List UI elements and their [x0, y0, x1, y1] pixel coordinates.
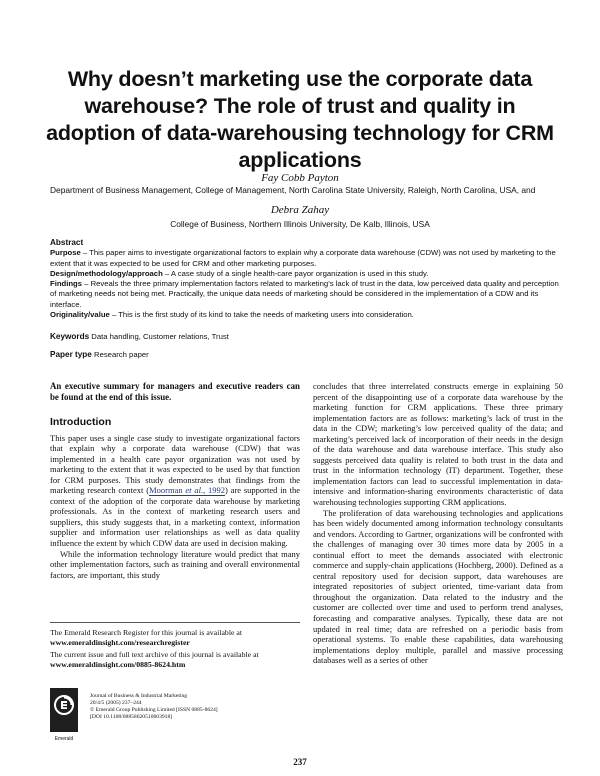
- intro-paragraph-1-start: This paper uses a single case study to investigate organizational factors that explain why a corporate data warehouse (CDW) that was implemented in a health care payor organization was not used by marketing to the extent that it was expected to be used by that function for CRM purposes. This study demonstrates that findings from the marketing research context (: [50, 432, 300, 496]
- design-label: Design/methodology/approach: [50, 268, 163, 278]
- register-line-1: [50, 628, 305, 649]
- journal-copyright: © Emerald Group Publishing Limited [ISSN 0885-8624]: [90, 707, 218, 713]
- register-line-2: [50, 650, 305, 671]
- right-paragraph-2: The proliferation of data warehousing technologies and applications has been widely documented among information technology consultants and vendors. According to Gartner, organizations will be confronted with the challenges of managing over 30 times more data by 2005 in a continual effort to meet the demands associated with electronic commerce and supply-chain applications (Hochberg, 2000). Defined as a central repository used for decision support, data warehouses are integrated repositories of subject oriented, time-variant data from throughout the organization. Data related to the industry and the customer are collected over time and used to perform trend analyses, forecasting and comparative analyses. Typically, these data are not updated in real time; data are refreshed on a periodic basis from operational systems. To enable these capabilities, data warehousing implementations deploy multiple, parallel and massive processing databases well as a series of other: [313, 507, 563, 666]
- originality-label: Originality/value: [50, 310, 110, 320]
- design-text: – A case study of a single health-care payor organization is used in this study.: [164, 268, 429, 278]
- paper-type: [50, 350, 149, 359]
- footnote-divider: [50, 622, 300, 623]
- page-number: 237: [293, 757, 307, 767]
- keywords: [50, 332, 229, 341]
- author-affiliation-2: College of Business, Northern Illinois University, De Kalb, Illinois, USA: [170, 219, 430, 229]
- originality-text: – This is the first study of its kind to take the needs of marketing users into consideration.: [111, 310, 414, 320]
- right-paragraph-1: concludes that three interrelated constructs emerge in explaining 50 percent of the disappointing use of a corporate data warehouse by the marketing function for CRM applications. These three primary implementation factors are as follows: marketing’s lack of trust in the data in the CDW; marketing’s low perceived quality of the data; and marketing’s perceived lack of incorporation of their needs in the design of the data warehouse and data warehouse interface. This study also suggests perceived data quality is related to both trust in the data and trust in the information technology (IT) department. Together, these implementation factors can lead to successful implementation in data-intensive and information-sharing environments characteristic of data warehousing technologies supporting CRM applications.: [313, 381, 563, 508]
- abstract-heading: Abstract: [50, 238, 84, 247]
- findings-text: – Reveals the three primary implementation factors related to marketing’s lack of trust in the data, low perceived data quality and perception of marketing needs not being met. Practically, the unique data needs of marketing should be considered in the implementation of a CDW and its interface.: [50, 279, 559, 309]
- research-register-note: [50, 628, 305, 671]
- paper-type-text: Research paper: [94, 350, 149, 359]
- purpose-text: – This paper aims to investigate organizational factors to explain why a corporate data warehouse (CDW) was not used by marketing to the extent that it was expected to be used for CRM and other marketing purposes.: [50, 248, 556, 268]
- emerald-logo-icon: [50, 688, 78, 732]
- register-url-2[interactable]: www.emeraldinsight.com/0885-8624.htm: [50, 659, 186, 669]
- journal-citation-block: [90, 693, 310, 721]
- keywords-text: Data handling, Customer relations, Trust: [91, 332, 229, 341]
- emerald-logo: [50, 688, 78, 732]
- abstract-findings: [50, 279, 562, 310]
- abstract-purpose: [50, 248, 562, 269]
- paper-type-label: Paper type: [50, 350, 92, 359]
- abstract-originality: [50, 310, 562, 320]
- author-name-1: Fay Cobb Payton: [261, 172, 339, 184]
- citation-author: Moorman: [149, 485, 186, 496]
- keywords-label: Keywords: [50, 332, 90, 341]
- findings-label: Findings: [50, 279, 83, 289]
- author-name-2: Debra Zahay: [270, 204, 330, 216]
- citation-year: , 1992: [203, 485, 226, 496]
- emerald-logo-label: Emerald: [54, 736, 74, 742]
- purpose-label: Purpose: [50, 248, 81, 258]
- citation-link[interactable]: [149, 485, 225, 496]
- right-column: [313, 381, 563, 666]
- abstract: [50, 238, 562, 320]
- executive-summary-note: An executive summary for managers and executive readers can be found at the end of this issue.: [50, 381, 300, 402]
- left-column: [50, 381, 300, 580]
- author-affiliation-1: Department of Business Management, College of Management, North Carolina State University, Raleigh, North Carolina, USA, and: [50, 185, 536, 195]
- intro-paragraph-1-end: ) are supported in the context of the adoption of the corporate data warehouse by marketing professionals. As in the context of marketing research users and suppliers, this study suggests that, in a marketing context, information supplier and information user relationships as well as data quality influence the extent by which CDW data are used in decision making.: [50, 485, 301, 549]
- intro-paragraph-2: While the information technology literature would predict that many other implementation factors, such as training and overall environmental factors, are important, this study: [50, 548, 300, 580]
- section-heading-introduction: Introduction: [50, 416, 112, 428]
- journal-volume: 20/4/5 (2005) 237–244: [90, 700, 142, 706]
- register-line-2-text: The current issue and full text archive of this journal is available at: [50, 649, 259, 659]
- journal-name: Journal of Business & Industrial Marketing: [90, 693, 188, 699]
- register-url-1[interactable]: www.emeraldinsight.com/researchregister: [50, 638, 190, 648]
- intro-paragraph-1: [50, 433, 300, 549]
- citation-etal: et al.: [185, 485, 204, 496]
- abstract-design: [50, 269, 562, 279]
- paper-title: Why doesn’t marketing use the corporate data warehouse? The role of trust and quality in adoption of data-warehousing technology for CRM applications: [46, 67, 554, 172]
- journal-doi: [DOI 10.1108/08858620510603918]: [90, 714, 173, 720]
- register-line-1-text: The Emerald Research Register for this journal is available at: [50, 628, 243, 637]
